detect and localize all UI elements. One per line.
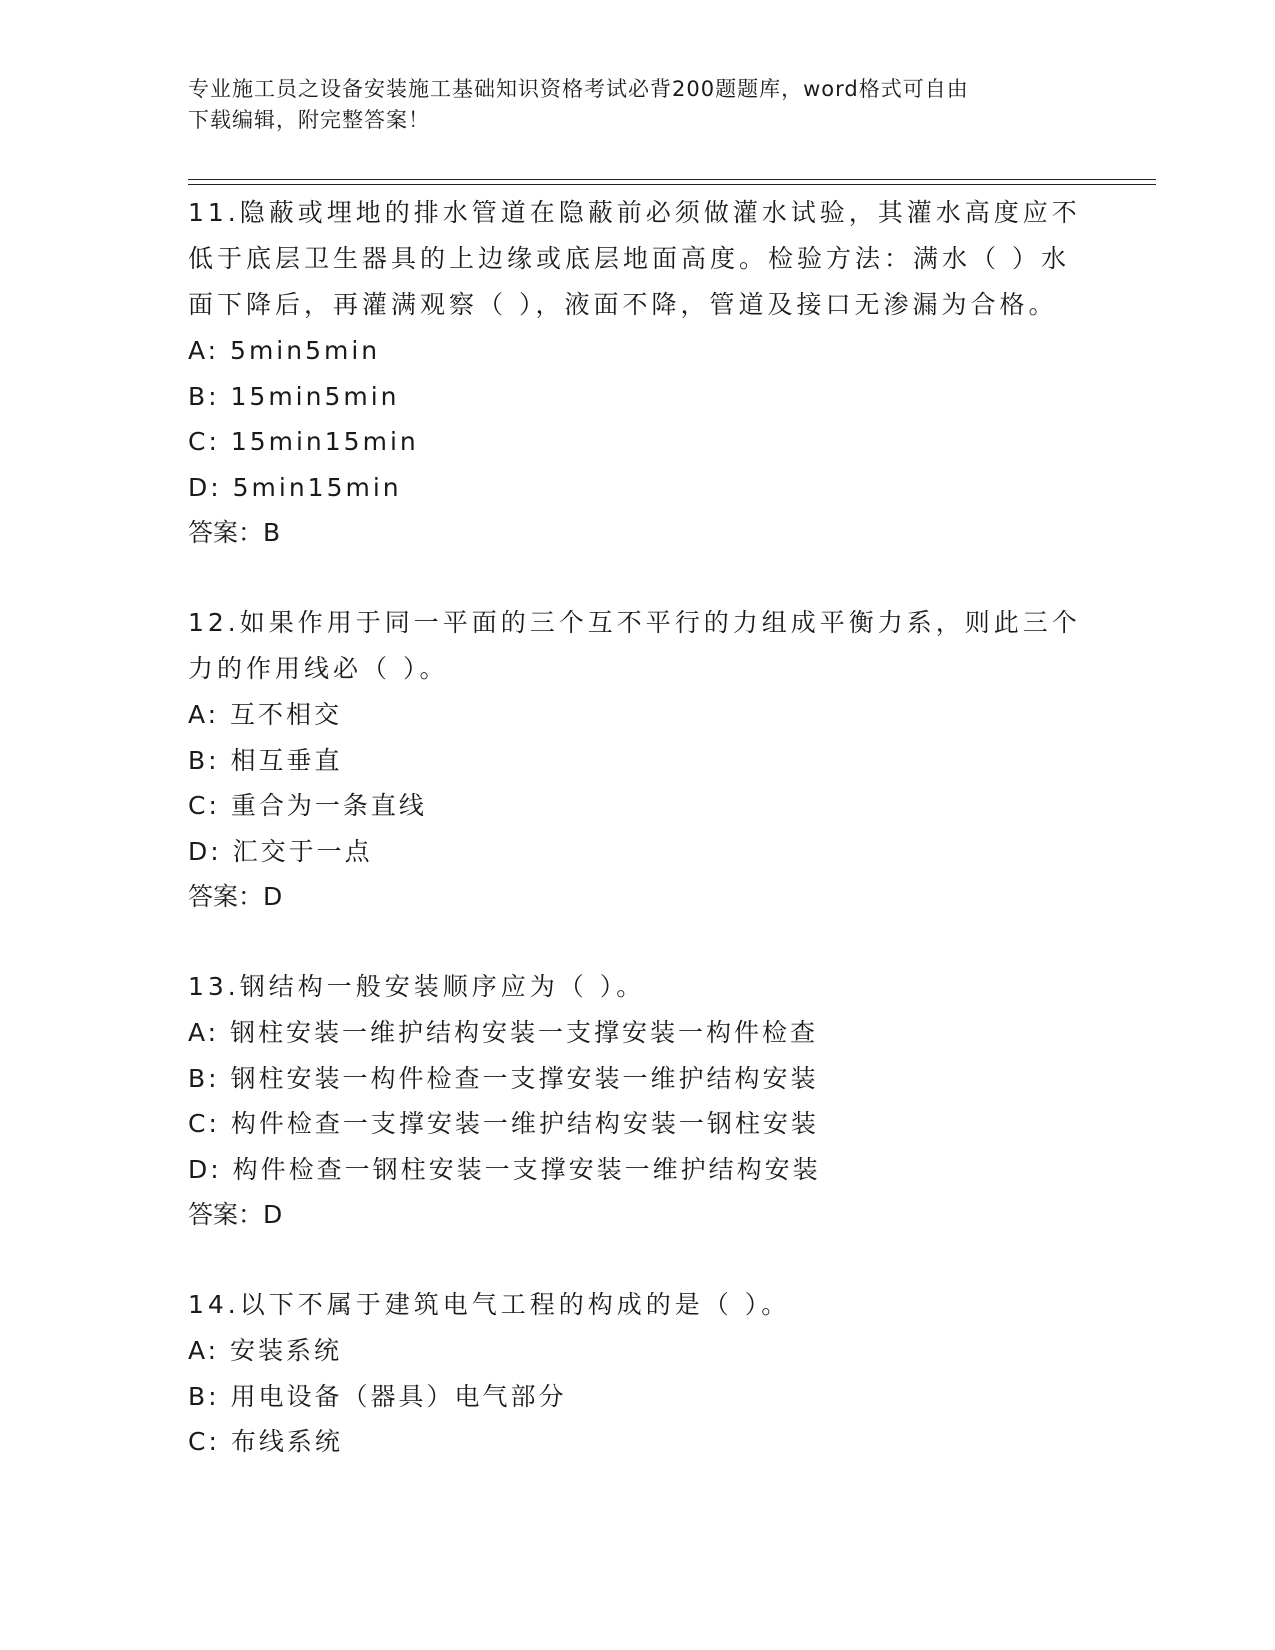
question-stem-line: 13.钢结构一般安装顺序应为（ ）。 <box>188 972 646 1001</box>
option-c: C: 重合为一条直线 <box>188 791 427 820</box>
option-d: D: 汇交于一点 <box>188 836 373 866</box>
question-14 <box>188 1282 1088 1465</box>
header-divider-bottom <box>188 184 1156 185</box>
answer-label: 答案：B <box>188 518 281 547</box>
option-a: A: 安装系统 <box>188 1336 343 1365</box>
option-a: A: 互不相交 <box>188 700 343 729</box>
option-a: A: 5min5min <box>188 336 381 365</box>
question-list <box>188 190 1088 1465</box>
option-b: B: 钢柱安装一构件检查一支撑安装一维护结构安装 <box>188 1063 819 1093</box>
option-b: B: 用电设备（器具）电气部分 <box>188 1381 567 1411</box>
option-c: C: 构件检查一支撑安装一维护结构安装一钢柱安装 <box>188 1109 819 1138</box>
header-line-2: 下载编辑，附完整答案！ <box>188 108 430 132</box>
question-11 <box>188 190 1088 555</box>
question-stem-line: 12.如果作用于同一平面的三个互不平行的力组成平衡力系，则此三个 <box>188 608 1081 637</box>
option-c: C: 15min15min <box>188 427 419 456</box>
option-b: B: 相互垂直 <box>188 745 343 775</box>
question-stem-line: 面下降后，再灌满观察（ ），液面不降，管道及接口无渗漏为合格。 <box>188 290 1058 319</box>
question-13 <box>188 964 1088 1237</box>
question-12 <box>188 600 1088 919</box>
option-c: C: 布线系统 <box>188 1427 343 1456</box>
option-d: D: 5min15min <box>188 472 402 502</box>
header-line-1: 专业施工员之设备安装施工基础知识资格考试必背200题题库，word格式可自由 <box>188 77 969 101</box>
header-divider-top <box>188 179 1156 180</box>
question-spacer <box>188 919 1088 964</box>
option-d: D: 构件检查一钢柱安装一支撑安装一维护结构安装 <box>188 1154 821 1184</box>
question-spacer <box>188 1237 1088 1282</box>
document-header <box>188 74 1088 136</box>
answer-label: 答案：D <box>188 882 283 911</box>
question-stem-line: 11.隐蔽或埋地的排水管道在隐蔽前必须做灌水试验，其灌水高度应不 <box>188 198 1081 227</box>
question-spacer <box>188 555 1088 600</box>
answer-label: 答案：D <box>188 1200 283 1229</box>
question-stem-line: 力的作用线必（ ）。 <box>188 654 449 683</box>
option-a: A: 钢柱安装一维护结构安装一支撑安装一构件检查 <box>188 1018 819 1047</box>
question-stem-line: 14.以下不属于建筑电气工程的构成的是（ ）。 <box>188 1290 791 1319</box>
option-b: B: 15min5min <box>188 381 400 411</box>
question-stem-line: 低于底层卫生器具的上边缘或底层地面高度。检验方法：满水（ ）水 <box>188 244 1070 273</box>
